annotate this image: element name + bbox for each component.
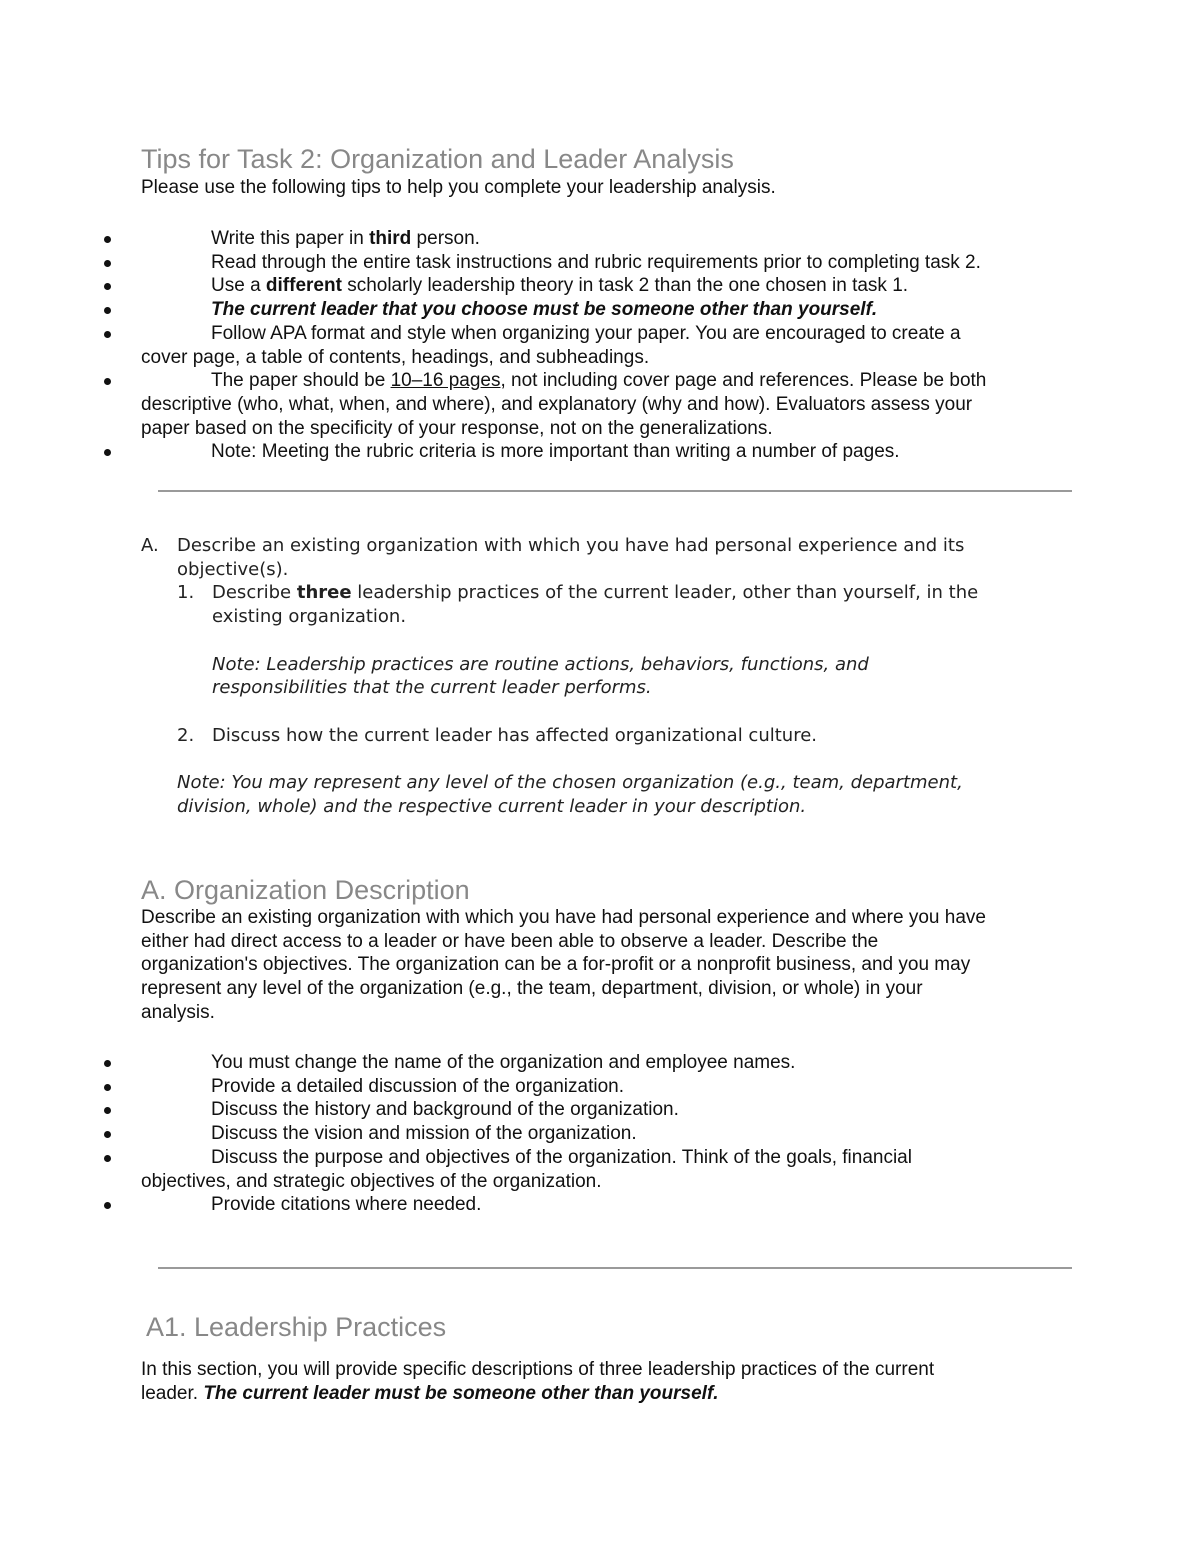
- section-a1-title: A1. Leadership Practices: [146, 1312, 447, 1342]
- bullet-icon: [104, 378, 111, 385]
- rubric-note-1: Note: Leadership practices are routine actions, behaviors, functions, and responsibilities that the current leader performs.: [212, 653, 869, 699]
- tips-list: [141, 227, 1071, 464]
- rubric-note-2: Note: You may represent any level of the chosen organization (e.g., team, department, division, whole) and the respective current leader in your description.: [177, 771, 963, 817]
- section-a-title: A. Organization Description: [141, 875, 470, 905]
- bullet-icon: [104, 283, 111, 290]
- list-item: The current leader that you choose must be someone other than yourself.: [141, 298, 1071, 322]
- section-a-list: [141, 1051, 1071, 1217]
- bullet-icon: [104, 260, 111, 267]
- bullet-icon: [104, 1107, 111, 1114]
- section-a1-paragraph: In this section, you will provide specific descriptions of three leadership practices of the current leader. The current leader must be someone other than yourself.: [141, 1359, 935, 1404]
- list-item: Provide citations where needed.: [141, 1193, 1071, 1217]
- list-item: Follow APA format and style when organizing your paper. You are encouraged to create a cover page, a table of contents, headings, and subheadings.: [141, 322, 1071, 369]
- rubric-item-1: 1. Describe three leadership practices of the current leader, other than yourself, in the existing organization.: [177, 582, 979, 628]
- bullet-icon: [104, 1202, 111, 1209]
- list-item: The paper should be 10–16 pages, not including cover page and references. Please be both descriptive (who, what, when, and where), and explanatory (why and how). Evaluators assess your paper based on the specificity of your response, not on the generalizations.: [141, 369, 1071, 440]
- bullet-icon: [104, 1155, 111, 1162]
- bullet-icon: [104, 449, 111, 456]
- rubric-item-a: A. Describe an existing organization with which you have had personal experience and its objective(s).: [141, 535, 965, 580]
- list-item: Use a different scholarly leadership theory in task 2 than the one chosen in task 1.: [141, 274, 1071, 298]
- list-item: Discuss the history and background of the organization.: [141, 1098, 1071, 1122]
- section-a-paragraph: Describe an existing organization with which you have had personal experience and where you have either had direct access to a leader or have been able to observe a leader. Describe the organization's objectives. The organization can be a for-profit or a nonprofit business, and you may represent any level of the organization (e.g., the team, department, division, or whole) in your analysis.: [141, 907, 986, 1023]
- rubric-item-2: 2. Discuss how the current leader has affected organizational culture.: [177, 724, 817, 746]
- list-item: Discuss the purpose and objectives of the organization. Think of the goals, financial objectives, and strategic objectives of the organization.: [141, 1146, 1071, 1193]
- list-item: Provide a detailed discussion of the organization.: [141, 1075, 1071, 1099]
- bullet-icon: [104, 1084, 111, 1091]
- list-item: Discuss the vision and mission of the organization.: [141, 1122, 1071, 1146]
- bullet-icon: [104, 236, 111, 243]
- divider: [158, 1267, 1072, 1269]
- list-item: Read through the entire task instructions and rubric requirements prior to completing task 2.: [141, 251, 1071, 275]
- divider: [158, 490, 1072, 492]
- list-item: Write this paper in third person.: [141, 227, 1071, 251]
- rubric-block: [141, 534, 1081, 818]
- bullet-icon: [104, 307, 111, 314]
- bullet-icon: [104, 1060, 111, 1067]
- list-item: Note: Meeting the rubric criteria is more important than writing a number of pages.: [141, 440, 1071, 464]
- list-item: You must change the name of the organization and employee names.: [141, 1051, 1071, 1075]
- bullet-icon: [104, 1131, 111, 1138]
- intro-subtitle: Please use the following tips to help you complete your leadership analysis.: [141, 177, 776, 198]
- page-title: Tips for Task 2: Organization and Leader Analysis: [141, 144, 734, 174]
- bullet-icon: [104, 331, 111, 338]
